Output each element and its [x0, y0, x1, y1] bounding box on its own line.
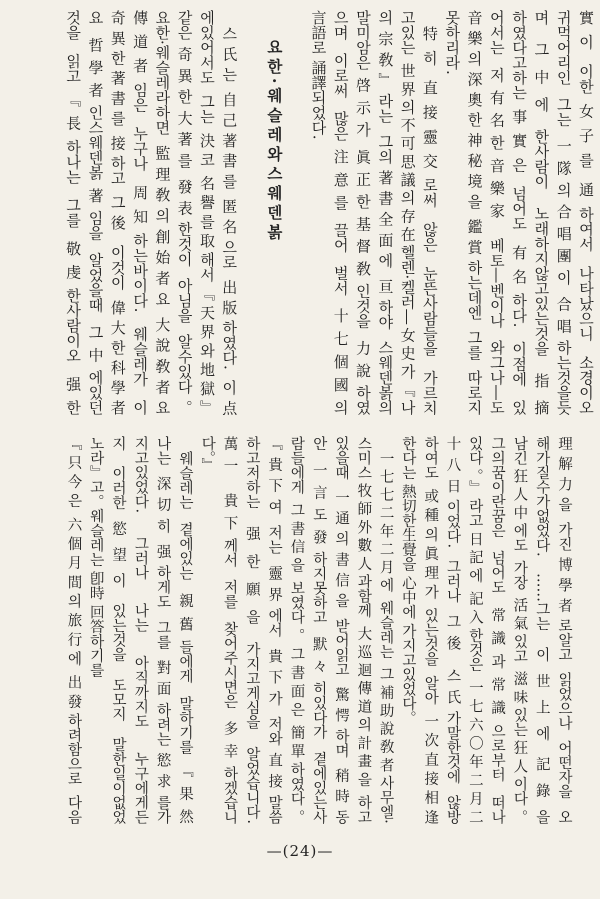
text-column: 같은奇異한大著를 發表한것이 아님을 알수있다。 [175, 10, 194, 415]
text-column: 한다는 熱切한生覺을 心中에 가지고있었다。 [399, 436, 416, 726]
column-gap [240, 10, 262, 415]
text-column: 萬一 貴下께서 저를 찾어주시면은 多幸하겠습니 [221, 436, 238, 824]
text-column: 귀먹어리인 그는 一隊의合唱團이 合唱하는것을듯 [554, 10, 573, 415]
text-column: 있다。』라고日記에 記入한것은 一七六〇年二月二 [466, 436, 483, 824]
text-column: 웨슬레는 곁에있는 親舊들에게 말하기를『果然 [176, 451, 193, 824]
page-number: —(24)— [266, 842, 334, 860]
text-column: 나는 深切히 强하게도 그를 對面하려는慾求를가 [154, 436, 171, 824]
text-column: 十八日이었다. 그러나 그後 스氏가말한것에 않방 [444, 436, 461, 824]
text-column: 안 一言도發하지못하고 默々히있다가 곁에있는사 [310, 436, 327, 824]
text-column: 스미스牧師外數人과함께 大巡迴傳道의計畫을 하고 [355, 436, 372, 824]
text-column: 노라』고。웨슬레는 卽時 回答하기를 [87, 436, 104, 678]
section-heading: 요한·웨슬레와스웨덴볽 [264, 39, 284, 244]
text-column: 지고있었다. 그러나 나는 아직까지도 누구에게든 [132, 436, 149, 824]
text-column: 實이 이한女子를 通하여서 나타났으니 소경이오 [577, 10, 595, 415]
column-gap [285, 10, 307, 415]
text-column: 스氏는 自己著書를 匿名으로 出版하였다. 이点 [220, 25, 239, 415]
text-column: 말미암은啓示가 眞正한基督敎인것을 力說하였 [354, 10, 373, 415]
text-column: 며 그中에 한사람이 노래하지않고있는것을 指摘 [532, 10, 551, 415]
text-column: 言語로 誦譯되었다. [309, 10, 328, 140]
upper-text-block [61, 10, 597, 415]
text-column: 의宗敎』라는 그의著書全面에 亘하야 스웨덴볽의 [376, 10, 395, 415]
text-column: 어서는 저有名한音樂家 베토―벤이나 와그나―도 [487, 10, 506, 415]
text-column: 지 이러한慾望이 있는것을 도모지 말한일이없었 [110, 436, 127, 824]
text-column: 고있는 世界의不可思議의存在헬렌·켈러―女史가『나 [398, 10, 417, 415]
text-column: 해가질수가없었다. ……그는 이世上에 記錄을 [533, 436, 550, 824]
text-column: 特히 直接靈交로써 않은 눈뜬사람들을 가르치 [420, 25, 439, 415]
text-column: 音樂의深奧한神秘境을 鑑賞하는데엔 그를 따로지 [465, 10, 484, 415]
text-column: 하여도 或種의眞理가 있는것을 알아 一次直接相逢 [422, 436, 439, 824]
text-column: 傳道者임은 누구나 周知하는바이다. 웨슬레가 이 [131, 10, 150, 415]
text-column: 있을때 一通의書信을 받어읽고 驚愕하며 稍時동 [333, 436, 350, 824]
text-column: 람들에게 그書信을 보였다。그書面은 簡單하였다。 [288, 436, 305, 824]
text-column: 것을 읽고『長하나는 그를 敬虔한사람이오 强한 [64, 10, 83, 415]
text-column: 하였다고하는事實은 넘어도 有名하다. 이점에 있 [510, 10, 529, 415]
text-column: 남긴狂人中에도 가장 活氣있고 滋味있는狂人이다。 [511, 436, 528, 824]
text-column: 『貴下여 저는 靈界에서 貴下가 저와直接말씀 [266, 436, 283, 824]
text-column: 다。』 [199, 436, 216, 473]
text-column: 요 哲學者인스웨덴볽著임을 알었을때 그中에있던 [86, 10, 105, 415]
text-column: 『只今은 六個月間의旅行에 出發하려함으로 다음 [65, 436, 82, 824]
text-column: 요한·웨슬레라하면 監理敎의創始者요 大說敎者요 [153, 10, 172, 415]
text-column: 一七七二年二月에 웨슬레는 그補助說敎者사무엘· [377, 451, 394, 824]
text-column: 그의꿈이란꿈은 넘어도 常識과常識으로부터 떠나 [489, 436, 506, 824]
text-column: 奇異한著書를 接하고 그後 이것이 偉大한科學者 [108, 10, 127, 415]
text-column: 으며 이로써 많은注意를 끌어 벌서 十七個國의 [331, 10, 350, 415]
lower-text-block [61, 436, 575, 824]
text-column: 理解力을 가진博學者로알고 읽었으나 어떤자을 오 [556, 436, 572, 824]
text-column: 못하리라. [443, 10, 462, 75]
text-column: 에있어서도 그는 決코 名譽를取해서『天界와地獄』 [197, 10, 216, 415]
text-column: 하고저하는 强한願을 가지고게심을 알었습니다. [243, 436, 260, 824]
